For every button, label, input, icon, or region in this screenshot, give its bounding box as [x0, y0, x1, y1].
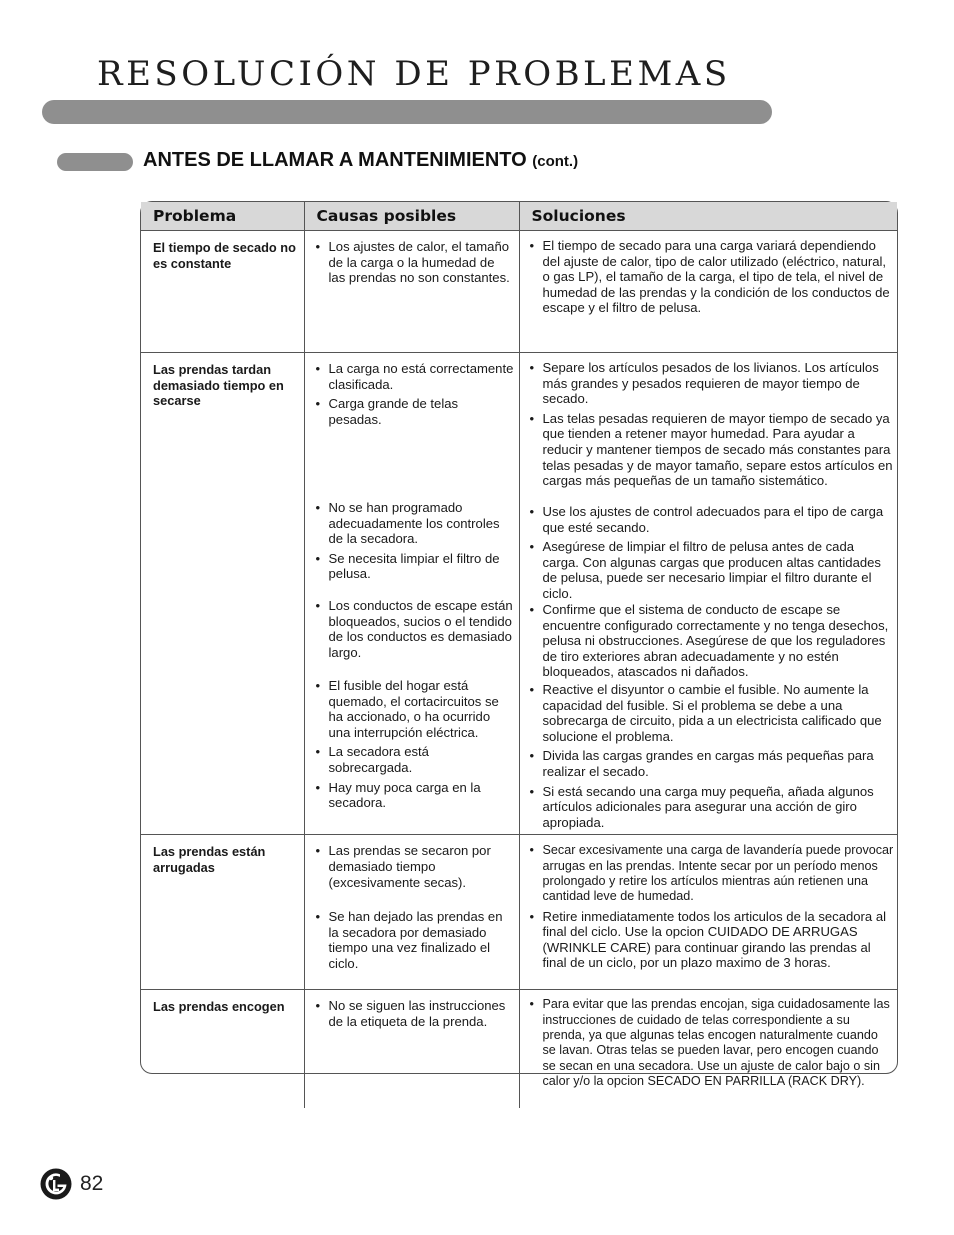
- solutions-list: [528, 238, 895, 316]
- solution-item: • Separe los artículos pesados de los livianos. Los artículos más grandes y pesados requieren de mayor tiempo de secado.: [528, 360, 895, 407]
- table-row: [141, 990, 897, 1108]
- header-problem: Problema: [141, 202, 304, 231]
- cause-item: • Carga grande de telas pesadas.: [314, 396, 515, 427]
- problem-cell: Las prendas encogen: [141, 990, 304, 1108]
- cause-item: • La secadora está sobrecargada.: [314, 744, 515, 775]
- causes-list: [314, 598, 515, 678]
- title-bar-decoration: [42, 100, 772, 124]
- header-causes: Causas posibles: [304, 202, 519, 231]
- solutions-list: [528, 843, 895, 971]
- solutions-list: [528, 997, 895, 1089]
- causes-list: [314, 678, 515, 811]
- solutions-cell: [519, 990, 897, 1108]
- solutions-list: [528, 602, 895, 682]
- solutions-cell: [519, 835, 897, 990]
- solution-item: • Confirme que el sistema de conducto de escape se encuentre configurado correctamente y no tenga desechos, pelusa ni obstrucciones. Asegúrese de que los reguladores de tiro exteriores abran adecuadamente y no estén bloqueados, atascados ni dañados.: [528, 602, 895, 680]
- solutions-list: [528, 682, 895, 830]
- problem-cell: El tiempo de secado no es constante: [141, 231, 304, 353]
- problem-cell: Las prendas tardan demasiado tiempo en secarse: [141, 353, 304, 835]
- solution-item: • Las telas pesadas requieren de mayor tiempo de secado ya que tienden a retener mayor humedad. Para ayudar a reducir y mantener tiempos de secado más constantes para telas pesadas y de mayor tamaño, separe estos artículos en cargas más pequeñas de un tamaño sistemático.: [528, 411, 895, 489]
- causes-list: [314, 361, 515, 500]
- page-number: 82: [80, 1172, 104, 1195]
- causes-cell: [304, 990, 519, 1108]
- table-row: [141, 353, 897, 835]
- causes-cell: [304, 835, 519, 990]
- causes-cell: [304, 231, 519, 353]
- cause-item: • Los conductos de escape están bloqueados, sucios o el tendido de los conductos es demasiado largo.: [314, 598, 515, 660]
- solution-item: • Divida las cargas grandes en cargas más pequeñas para realizar el secado.: [528, 748, 895, 779]
- solution-item: • Retire inmediatamente todos los articulos de la secadora al final del ciclo. Use la opcion CUIDADO DE ARRUGAS (WRINKLE CARE) para continuar girando las prendas al final de un ciclo, por un plazo maximo de 3 horas.: [528, 909, 895, 971]
- solution-item: • El tiempo de secado para una carga variará dependiendo del ajuste de calor, tipo de calor utilizado (eléctrico, natural, o gas LP), el tamaño de la carga, el tipo de tela, el nivel de humedad de las prendas y la condición de los conductos de escape y el filtro de pelusa.: [528, 238, 895, 316]
- header-solutions: Soluciones: [519, 202, 897, 231]
- cause-item: • Los ajustes de calor, el tamaño de la carga o la humedad de las prendas no son constantes.: [314, 239, 515, 286]
- cause-item: • El fusible del hogar está quemado, el cortacircuitos se ha accionado, o ha ocurrido una interrupción eléctrica.: [314, 678, 515, 740]
- cause-item: • Se necesita limpiar el filtro de pelusa.: [314, 551, 515, 582]
- solution-item: • Reactive el disyuntor o cambie el fusible. No aumente la capacidad del fusible. Si el problema se debe a una sobrecarga de circuito, pida a un electricista calificado que solucione el problema.: [528, 682, 895, 744]
- section-pill-decoration: [57, 153, 133, 171]
- cause-item: • Hay muy poca carga en la secadora.: [314, 780, 515, 811]
- solutions-list: [528, 360, 895, 504]
- problem-cell: Las prendas están arrugadas: [141, 835, 304, 990]
- cause-item: • No se han programado adecuadamente los controles de la secadora.: [314, 500, 515, 547]
- causes-cell: [304, 353, 519, 835]
- solutions-cell: [519, 353, 897, 835]
- solution-item: • Use los ajustes de control adecuados para el tipo de carga que esté secando.: [528, 504, 895, 535]
- solution-item: • Para evitar que las prendas encojan, siga cuidadosamente las instrucciones de cuidado de telas correspondiente a su prenda, ya que algunas telas encogen naturalmente cuando se lavan. Otras telas se pueden lavar, pero encogen cuando se secan en una secadora. Use un ajuste de calor bajo o sin calor y/o la opcion SECADO EN PARRILLA (RACK DRY).: [528, 997, 895, 1089]
- solutions-list: [528, 504, 895, 602]
- cause-item: • Se han dejado las prendas en la secadora por demasiado tiempo una vez finalizado el ciclo.: [314, 909, 515, 971]
- cause-item: • No se siguen las instrucciones de la etiqueta de la prenda.: [314, 998, 515, 1029]
- table-row: [141, 835, 897, 990]
- causes-list: [314, 843, 515, 971]
- solution-item: • Asegúrese de limpiar el filtro de pelusa antes de cada carga. Con algunas cargas que producen altas cantidades de pelusa, puede ser necesario limpiar el filtro durante el ciclo.: [528, 539, 895, 601]
- lg-logo-icon: [40, 1168, 72, 1200]
- page-title: RESOLUCIÓN DE PROBLEMAS: [97, 54, 731, 94]
- table-header-row: [141, 202, 897, 231]
- cause-item: • La carga no está correctamente clasificada.: [314, 361, 515, 392]
- cause-item: • Las prendas se secaron por demasiado tiempo (excesivamente secas).: [314, 843, 515, 890]
- causes-list: [314, 500, 515, 598]
- section-title: [143, 149, 578, 172]
- section-title-suffix: (cont.): [532, 153, 579, 170]
- solution-item: • Si está secando una carga muy pequeña, añada algunos artículos adicionales para asegurar una acción de giro apropiada.: [528, 784, 895, 831]
- troubleshooting-table: [140, 201, 898, 1088]
- section-title-text: ANTES DE LLAMAR A MANTENIMIENTO: [143, 149, 527, 171]
- table: [141, 202, 897, 1108]
- causes-list: [314, 239, 515, 286]
- table-row: [141, 231, 897, 353]
- solutions-cell: [519, 231, 897, 353]
- causes-list: [314, 998, 515, 1029]
- solution-item: • Secar excesivamente una carga de lavandería puede provocar arrugas en las prendas. Intente secar por un período menos prolongado y retire los artículos mientras aún retienen una cantidad leve de humedad.: [528, 843, 895, 904]
